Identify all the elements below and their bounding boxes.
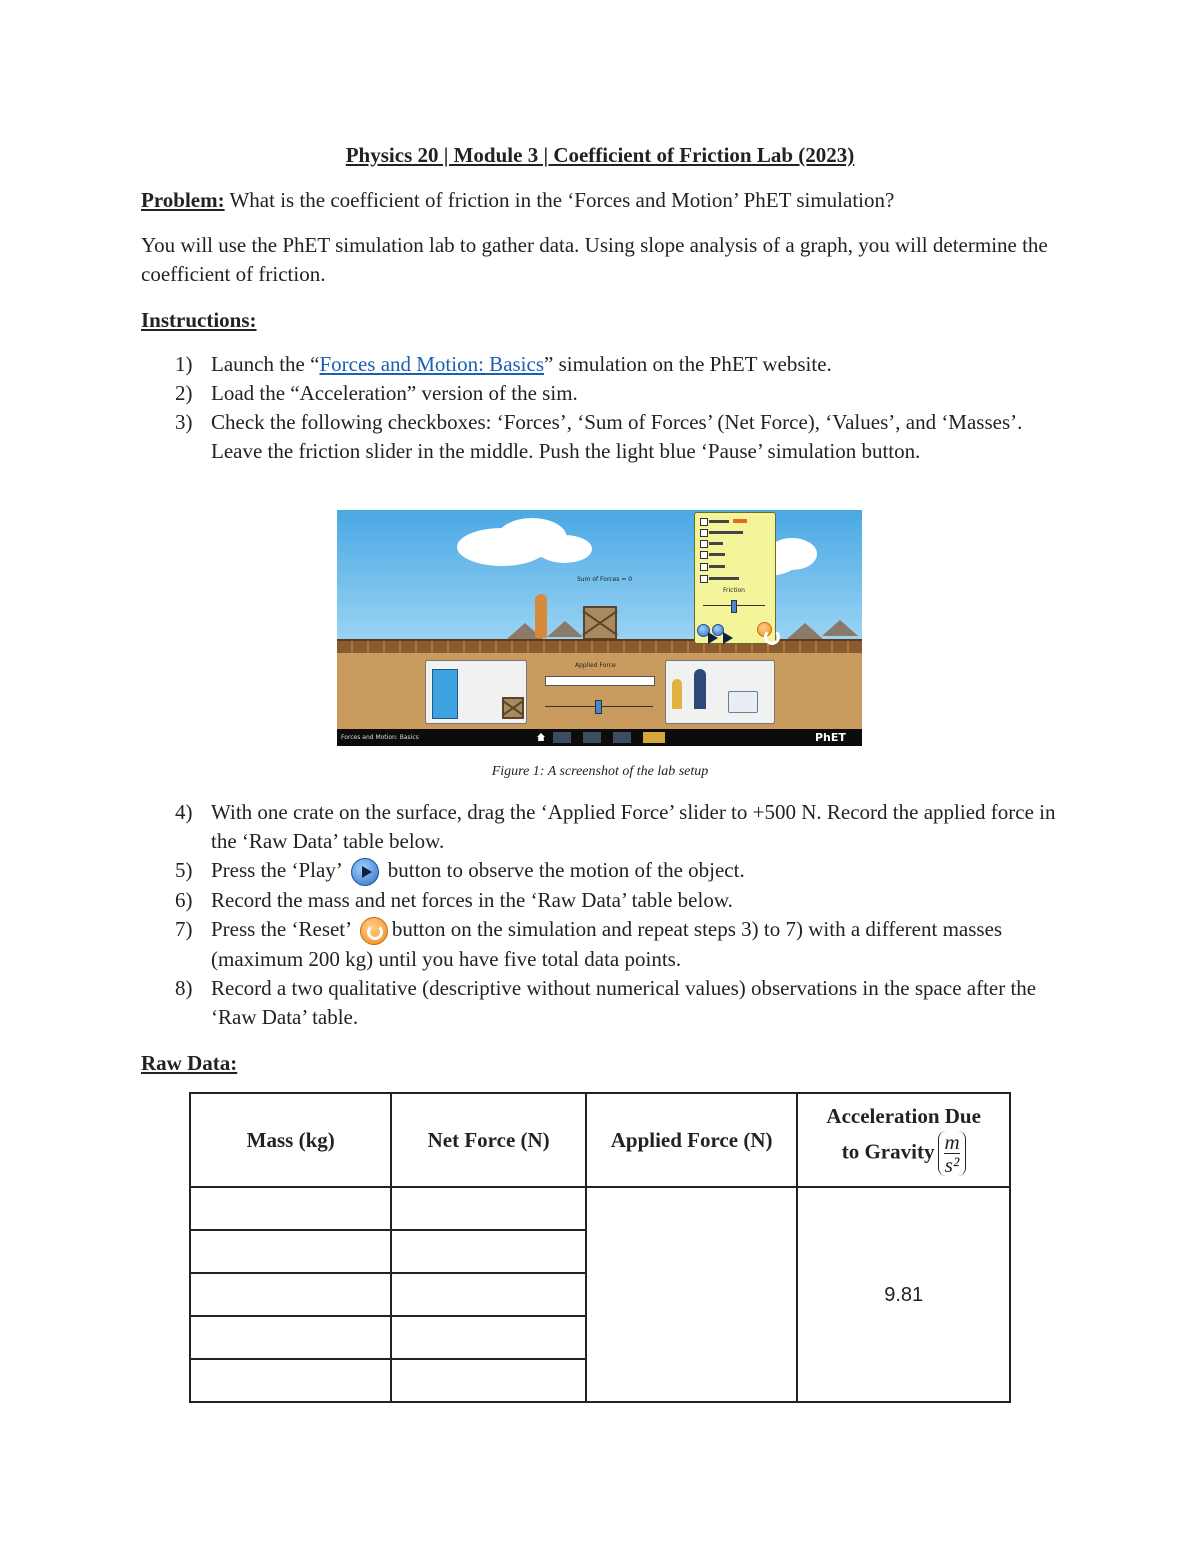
- checkbox-sum-of-forces[interactable]: [700, 529, 708, 537]
- reset-icon: [360, 917, 388, 945]
- mass-cell[interactable]: [190, 1230, 391, 1273]
- sim-play-icon[interactable]: [697, 624, 710, 637]
- problem-text: What is the coefficient of friction in the ‘Forces and Motion’ PhET simulation?: [224, 188, 895, 212]
- figure-sim-screenshot: [337, 510, 862, 746]
- instructions-heading: Instructions:: [141, 308, 257, 332]
- man-figure[interactable]: [694, 669, 706, 709]
- play-icon: [351, 858, 379, 886]
- object-box-left: [425, 660, 527, 724]
- sim-reset-icon[interactable]: [757, 622, 772, 637]
- checkbox-forces[interactable]: [700, 518, 708, 526]
- list-item: [141, 974, 1061, 1032]
- mass-cell[interactable]: [190, 1359, 391, 1402]
- sim-step-icon[interactable]: [712, 624, 724, 636]
- step-text: button on the simulation and repeat steps 3) to 7) with a different masses (maximum 200 kg) until you have five total data points.: [211, 917, 1003, 972]
- screen-thumb[interactable]: [613, 732, 631, 743]
- home-icon[interactable]: [537, 733, 545, 741]
- acceleration-value: 9.81: [884, 1284, 924, 1306]
- list-item: [141, 408, 1061, 466]
- header-accel-line1: Acceleration Due: [826, 1104, 981, 1128]
- trash-can[interactable]: [728, 691, 758, 713]
- step-text: Check the following checkboxes: ‘Forces’, ‘Sum of Forces’ (Net Force), ‘Values’, and ‘Masses’. Leave the friction slider in the middle. Push the light blue ‘Pause’ simulation button.: [211, 410, 1023, 463]
- mountain: [547, 621, 583, 637]
- checkbox-label-line: [709, 531, 743, 534]
- pusher-figure: [535, 594, 547, 638]
- arrow-icon: [733, 519, 747, 523]
- checkbox-values[interactable]: [700, 540, 708, 548]
- header-accel-line2: to Gravity: [841, 1139, 935, 1164]
- table-header-row: [190, 1093, 1010, 1187]
- step-text: Press the ‘Reset’: [211, 917, 356, 942]
- object-box-right: [665, 660, 775, 724]
- checkbox-acceleration[interactable]: [700, 575, 708, 583]
- accel-unit: [938, 1131, 965, 1176]
- net-force-cell[interactable]: [391, 1273, 585, 1316]
- friction-label: Friction: [723, 587, 745, 594]
- screen-thumb[interactable]: [643, 732, 665, 743]
- forces-motion-link[interactable]: Forces and Motion: Basics: [319, 352, 545, 376]
- applied-force-input[interactable]: [545, 676, 655, 686]
- checkbox-speed[interactable]: [700, 563, 708, 571]
- list-item: [141, 886, 1061, 915]
- step-text: ” simulation on the PhET website.: [544, 352, 832, 376]
- mass-cell[interactable]: [190, 1316, 391, 1359]
- step-text: Press the ‘Play’: [211, 858, 347, 882]
- net-force-cell[interactable]: [391, 1359, 585, 1402]
- checkbox-masses[interactable]: [700, 551, 708, 559]
- step-text: With one crate on the surface, drag the ‘Applied Force’ slider to +500 N. Record the applied force in the ‘Raw Data’ table below.: [211, 800, 1056, 853]
- mass-cell[interactable]: [190, 1273, 391, 1316]
- accel-unit-num: m: [944, 1130, 960, 1154]
- header-applied-force: Applied Force (N): [586, 1093, 797, 1187]
- sum-forces-text: Sum of Forces = 0: [577, 576, 633, 583]
- figure-caption: Figure 1: A screenshot of the lab setup: [491, 764, 709, 779]
- phet-logo: PhET: [815, 731, 846, 744]
- header-mass: Mass (kg): [190, 1093, 391, 1187]
- fridge[interactable]: [432, 669, 458, 719]
- acceleration-cell: [797, 1187, 1010, 1402]
- checkbox-label-line: [709, 553, 725, 556]
- checkbox-label-line: [709, 565, 725, 568]
- applied-force-cell[interactable]: [586, 1187, 797, 1402]
- mass-cell[interactable]: [190, 1187, 391, 1230]
- step-number: 4): [175, 800, 193, 824]
- intro-paragraph: You will use the PhET simulation lab to gather data. Using slope analysis of a graph, you will determine the coefficient of friction.: [141, 233, 1048, 286]
- checkbox-label-line: [709, 542, 723, 545]
- problem-label: Problem:: [141, 188, 225, 212]
- step-number: 5): [175, 858, 193, 882]
- mountain: [787, 623, 823, 639]
- friction-slider-thumb[interactable]: [731, 600, 737, 613]
- list-item: [141, 798, 1061, 856]
- step-number: 1): [175, 352, 193, 376]
- crate[interactable]: [502, 697, 524, 719]
- step-text: Launch the “: [211, 352, 320, 376]
- girl-figure[interactable]: [672, 679, 682, 709]
- checkbox-label-line: [709, 577, 739, 580]
- net-force-cell[interactable]: [391, 1230, 585, 1273]
- list-item: [141, 350, 1061, 379]
- header-net-force: Net Force (N): [391, 1093, 585, 1187]
- instructions-list-a: [141, 350, 1061, 466]
- checkbox-label-line: [709, 520, 729, 523]
- list-item: [141, 379, 1061, 408]
- step-number: 6): [175, 888, 193, 913]
- step-text: Record a two qualitative (descriptive without numerical values) observations in the space after the ‘Raw Data’ table.: [211, 976, 1037, 1030]
- screen-thumb[interactable]: [553, 732, 571, 743]
- table-row: [190, 1187, 1010, 1230]
- applied-force-panel: [535, 658, 663, 722]
- applied-force-label: Applied Force: [575, 662, 616, 669]
- step-number: 7): [175, 917, 193, 942]
- header-accel-line2-wrap: [798, 1131, 1009, 1176]
- step-text: Load the “Acceleration” version of the sim.: [211, 381, 578, 405]
- mountain: [822, 620, 858, 636]
- problem-paragraph: [141, 186, 1061, 215]
- applied-force-slider-thumb[interactable]: [595, 700, 602, 714]
- sim-title: Forces and Motion: Basics: [341, 734, 419, 741]
- step-text: Record the mass and net forces in the ‘Raw Data’ table below.: [211, 888, 733, 913]
- sim-bottom-bar: [337, 729, 862, 746]
- step-number: 2): [175, 381, 193, 405]
- list-item: [141, 915, 1061, 974]
- cloud: [537, 535, 592, 563]
- step-number: 3): [175, 410, 193, 434]
- instructions-list-b: [141, 798, 1061, 1032]
- list-item: [141, 856, 1061, 886]
- raw-data-heading: Raw Data:: [141, 1051, 238, 1075]
- step-number: 8): [175, 976, 193, 1001]
- net-force-cell[interactable]: [391, 1187, 585, 1230]
- raw-data-table: [189, 1092, 1011, 1403]
- page-title: Physics 20 | Module 3 | Coefficient of Friction Lab (2023): [345, 143, 855, 167]
- step-text: button to observe the motion of the object.: [382, 858, 745, 882]
- screen-thumb[interactable]: [583, 732, 601, 743]
- crate: [583, 606, 617, 640]
- accel-unit-den: s²: [944, 1153, 960, 1177]
- header-acceleration: [797, 1093, 1010, 1187]
- net-force-cell[interactable]: [391, 1316, 585, 1359]
